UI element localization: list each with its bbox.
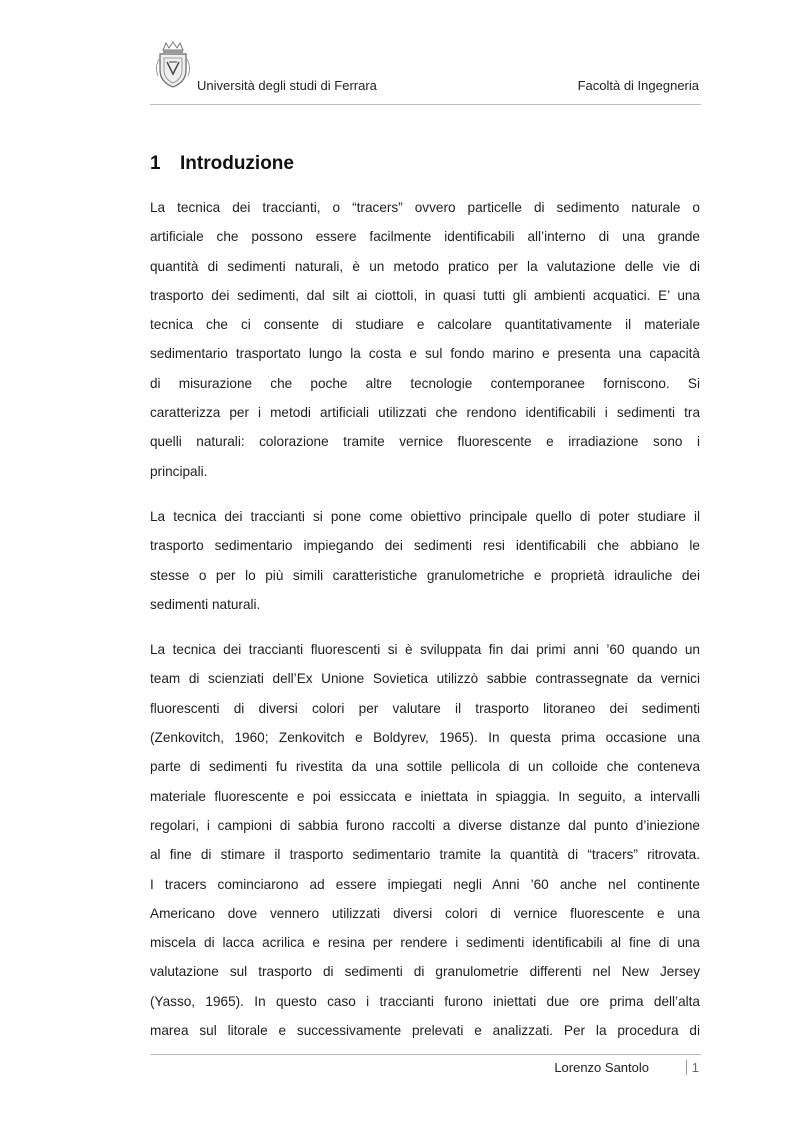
text-line: di misurazione che poche altre tecnologie contemporanee forniscono. Si (150, 375, 700, 391)
paragraph-3 (150, 635, 700, 1045)
section-number: 1 (150, 153, 161, 174)
text-line: quantità di sedimenti naturali, è un metodo pratico per la valutazione delle vie di (150, 258, 700, 274)
text-line: fluorescenti di diversi colori per valutare il trasporto litoraneo dei sedimenti (150, 700, 700, 716)
text-line: principali. (150, 463, 208, 479)
text-line: (Yasso, 1965). In questo caso i traccianti furono iniettati due ore prima dell’alta (150, 993, 700, 1009)
text-line: al fine di stimare il trasporto sedimentario tramite la quantità di “tracers” ritrovata. (150, 847, 700, 863)
section-heading (150, 153, 294, 175)
paragraph-2 (150, 502, 700, 619)
text-line: trasporto sedimentario impiegando dei sedimenti resi identificabili che abbiano le (150, 538, 700, 554)
text-line: marea sul litorale e successivamente prelevati e analizzati. Per la procedura di (150, 1023, 700, 1039)
text-line: sedimentario trasportato lungo la costa e sul fondo marino e presenta una capacità (150, 346, 700, 362)
text-line: tecnica che ci consente di studiare e calcolare quantitativamente il materiale (150, 317, 700, 333)
author-name: Lorenzo Santolo (554, 1060, 649, 1075)
university-name: Università degli studi di Ferrara (197, 78, 377, 93)
text-line: sedimenti naturali. (150, 596, 261, 612)
text-line: team di scienziati dell’Ex Unione Sovietica utilizzò sabbie contrassegnate da vernici (150, 671, 700, 687)
text-line: La tecnica dei traccianti si pone come obiettivo principale quello di poter studiare il (150, 508, 700, 524)
text-line: caratterizza per i metodi artificiali utilizzati che rendono identificabili i sedimenti tra (150, 405, 700, 421)
text-line: artificiale che possono essere facilmente identificabili all’interno di una grande (150, 229, 700, 245)
text-line: I tracers cominciarono ad essere impiegati negli Anni ’60 anche nel continente (150, 876, 700, 892)
body-text (150, 193, 700, 1061)
text-line: quelli naturali: colorazione tramite vernice fluorescente e irradiazione sono i (150, 434, 700, 450)
text-line: valutazione sul trasporto di sedimenti di granulometrie differenti nel New Jersey (150, 964, 700, 980)
page-separator (686, 1060, 687, 1075)
section-title: Introduzione (180, 153, 294, 174)
text-line: La tecnica dei traccianti, o “tracers” ovvero particelle di sedimento naturale o (150, 200, 700, 215)
text-line: Americano dove vennero utilizzati diversi colori di vernice fluorescente e una (150, 905, 700, 921)
page-header (150, 38, 701, 105)
page-number: 1 (691, 1060, 699, 1075)
text-line: (Zenkovitch, 1960; Zenkovitch e Boldyrev, 1965). In questa prima occasione una (150, 730, 700, 746)
text-line: trasporto dei sedimenti, dal silt ai ciottoli, in quasi tutti gli ambienti acquatici. E’ una (150, 287, 700, 303)
text-line: parte di sedimenti fu rivestita da una sottile pellicola di un colloide che conteneva (150, 759, 700, 775)
text-line: regolari, i campioni di sabbia furono raccolti a diverse distanze dal punto d’iniezione (150, 817, 700, 833)
text-line: La tecnica dei traccianti fluorescenti si è sviluppata fin dai primi anni ’60 quando un (150, 642, 700, 658)
text-line: stesse o per lo più simili caratteristiche granulometriche e proprietà idrauliche dei (150, 567, 700, 583)
paragraph-1 (150, 193, 700, 486)
page-footer (150, 1054, 701, 1075)
faculty-name: Facoltà di Ingegneria (577, 78, 699, 93)
text-line: materiale fluorescente e poi essiccata e iniettata in spiaggia. In seguito, a intervalli (150, 788, 700, 804)
university-crest-icon (152, 40, 194, 90)
text-line: miscela di lacca acrilica e resina per rendere i sedimenti identificabili al fine di una (150, 935, 700, 951)
